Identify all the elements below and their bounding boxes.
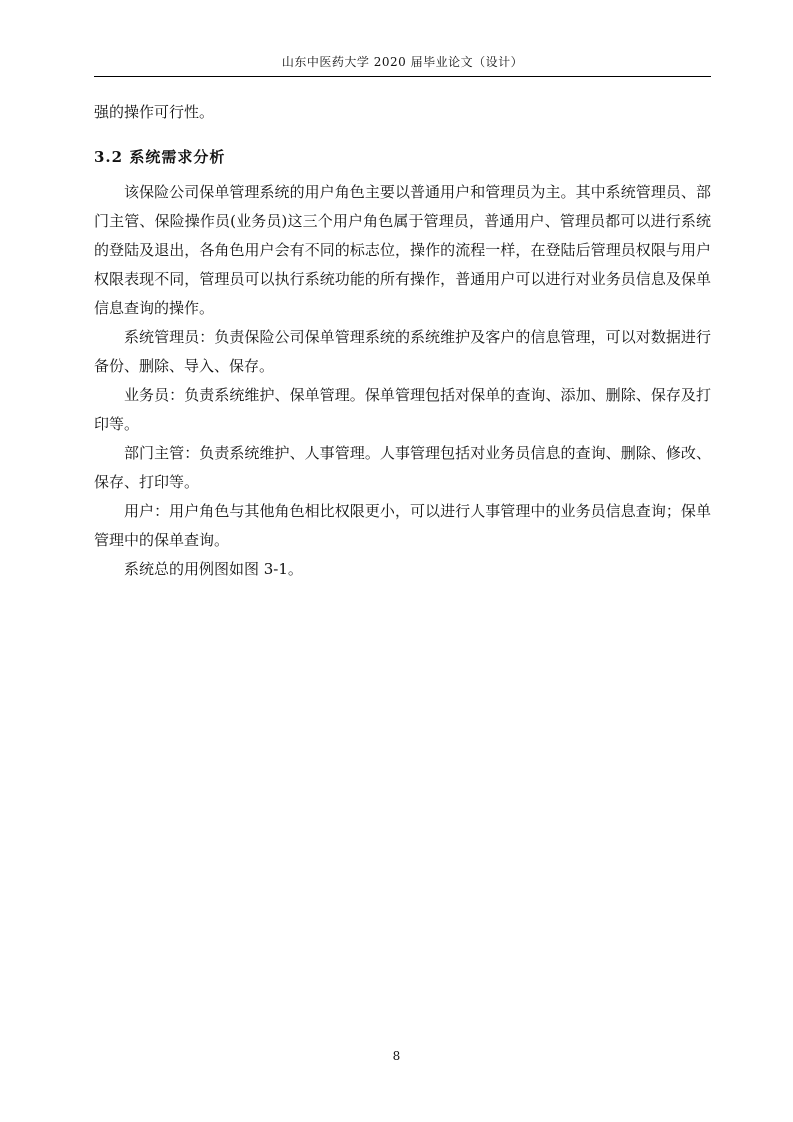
paragraph-overview: 该保险公司保单管理系统的用户角色主要以普通用户和管理员为主。其中系统管理员、部门主管、保险操作员(业务员)这三个用户角色属于管理员，普通用户、管理员都可以进行系统的登陆及退出，各角色用户会有不同的标志位，操作的流程一样，在登陆后管理员权限与用户权限表现不同，管理员可以执行系统功能的所有操作，普通用户可以进行对业务员信息及保单信息查询的操作。	[94, 183, 711, 317]
paragraph-salesperson: 业务员：负责系统维护、保单管理。保单管理包括对保单的查询、添加、删除、保存及打印等。	[94, 386, 711, 433]
paragraph-user: 用户：用户角色与其他角色相比权限更小，可以进行人事管理中的业务员信息查询；保单管理中的保单查询。	[94, 502, 711, 549]
page-number: 8	[392, 1049, 401, 1063]
section-heading: 3.2 系统需求分析	[94, 148, 226, 166]
continuation-text: 强的操作可行性。	[94, 103, 215, 121]
header-divider	[94, 76, 711, 77]
paragraph-department-head: 部门主管：负责系统维护、人事管理。人事管理包括对业务员信息的查询、删除、修改、保存、打印等。	[94, 444, 711, 491]
paragraph-system-admin: 系统管理员：负责保险公司保单管理系统的系统维护及客户的信息管理，可以对数据进行备份、删除、导入、保存。	[94, 328, 711, 375]
paragraph-use-case-reference: 系统总的用例图如图 3-1。	[124, 560, 303, 578]
page-header: 山东中医药大学 2020 届毕业论文（设计）	[281, 55, 524, 69]
document-body	[94, 98, 711, 584]
